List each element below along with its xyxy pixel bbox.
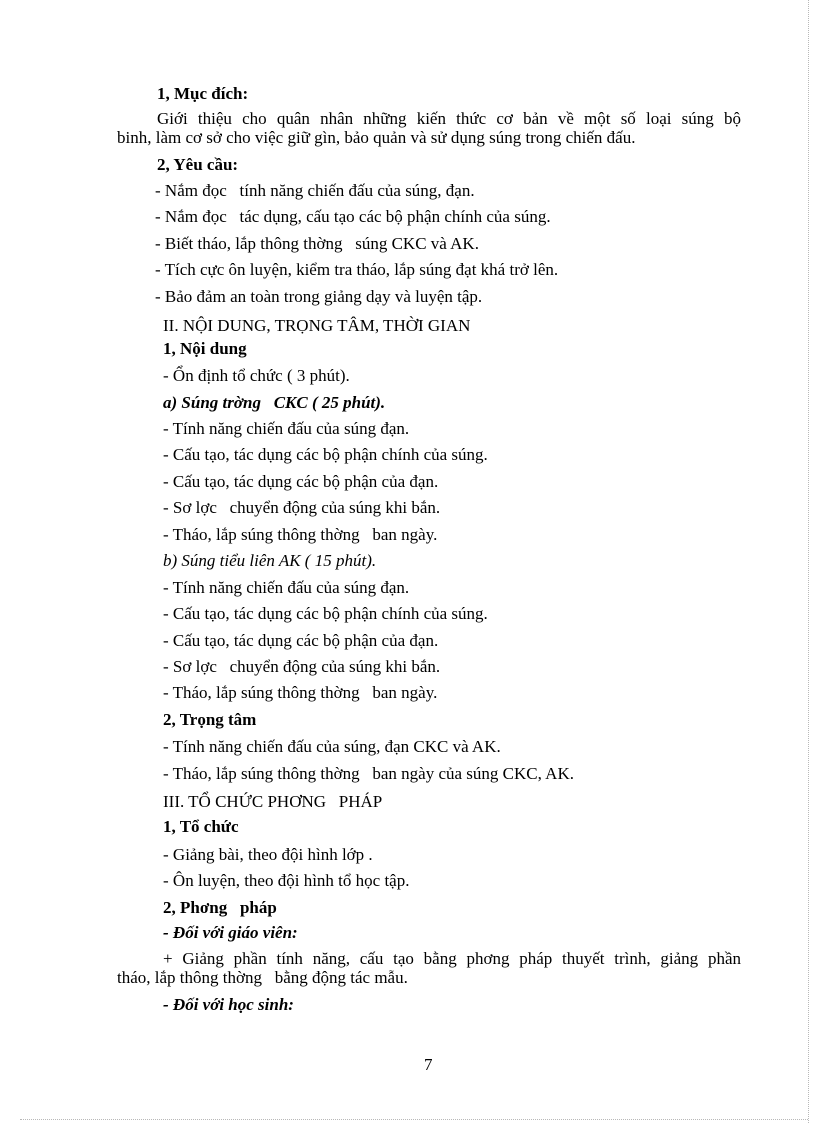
list-item: - Cấu tạo, tác dụng các bộ phận của đạn. xyxy=(163,631,439,650)
section-1-paragraph-line-1: Giới thiệu cho quân nhân những kiến thức cơ bản về một số loại súng bộ xyxy=(157,109,741,128)
part-2-section-1-title: 1, Nội dung xyxy=(163,339,247,358)
section-2-title: 2, Yêu cầu: xyxy=(157,155,239,174)
list-item: - Cấu tạo, tác dụng các bộ phận của đạn. xyxy=(163,472,439,491)
section-1-paragraph-line-2: binh, làm cơ sở cho việc giữ gìn, bảo quản và sử dụng súng trong chiến đấu. xyxy=(117,128,636,147)
teacher-paragraph-line-2: tháo, lắp thông thờng bằng động tác mẫu. xyxy=(117,968,408,987)
list-item: - Tính năng chiến đấu của súng đạn. xyxy=(163,578,410,597)
list-item: - Tính năng chiến đấu của súng đạn. xyxy=(163,419,410,438)
list-item: - Tính năng chiến đấu của súng, đạn CKC và AK. xyxy=(163,737,501,756)
list-item: - Tháo, lắp súng thông thờng ban ngày của súng CKC, AK. xyxy=(163,764,574,783)
subsection-b-title: b) Súng tiểu liên AK ( 15 phút). xyxy=(163,551,377,570)
list-item: - Tháo, lắp súng thông thờng ban ngày. xyxy=(163,525,438,544)
list-item: - Nắm đọc tác dụng, cấu tạo các bộ phận chính của súng. xyxy=(155,207,551,226)
list-item: - Tích cực ôn luyện, kiểm tra tháo, lắp súng đạt khá trở lên. xyxy=(155,260,559,279)
teacher-paragraph-line-1: + Giảng phần tính năng, cấu tạo bằng phơng pháp thuyết trình, giảng phần xyxy=(163,949,741,968)
subsection-a-title: a) Súng trờng CKC ( 25 phút). xyxy=(163,393,386,412)
list-item: - Bảo đảm an toàn trong giảng dạy và luyện tập. xyxy=(155,287,483,306)
list-item: - Sơ lợc chuyển động của súng khi bắn. xyxy=(163,498,441,517)
part-3-heading: III. TỔ CHỨC PHƠNG PHÁP xyxy=(163,792,383,811)
page-number: 7 xyxy=(424,1055,433,1074)
list-item: - Cấu tạo, tác dụng các bộ phận chính của súng. xyxy=(163,445,488,464)
part-2-section-2-title: 2, Trọng tâm xyxy=(163,710,257,729)
list-item: - Sơ lợc chuyển động của súng khi bắn. xyxy=(163,657,441,676)
part-3-section-1-title: 1, Tổ chức xyxy=(163,817,239,836)
part-3-section-2-title: 2, Phơng pháp xyxy=(163,898,277,917)
list-item: - Nắm đọc tính năng chiến đấu của súng, đạn. xyxy=(155,181,475,200)
teacher-subtitle: - Đối với giáo viên: xyxy=(163,923,298,942)
page-edge-bottom xyxy=(20,1119,808,1120)
list-item: - Tháo, lắp súng thông thờng ban ngày. xyxy=(163,683,438,702)
list-item: - Giảng bài, theo đội hình lớp . xyxy=(163,845,373,864)
list-item: - Ôn luyện, theo đội hình tổ học tập. xyxy=(163,871,410,890)
section-1-title: 1, Mục đích: xyxy=(157,84,249,103)
list-item: - Biết tháo, lắp thông thờng súng CKC và AK. xyxy=(155,234,479,253)
student-subtitle: - Đối với học sinh: xyxy=(163,995,294,1014)
list-item: - Cấu tạo, tác dụng các bộ phận chính của súng. xyxy=(163,604,488,623)
list-item: - Ổn định tổ chức ( 3 phút). xyxy=(163,366,350,385)
part-2-heading: II. NỘI DUNG, TRỌNG TÂM, THỜI GIAN xyxy=(163,316,471,335)
page-edge-right xyxy=(808,0,809,1123)
